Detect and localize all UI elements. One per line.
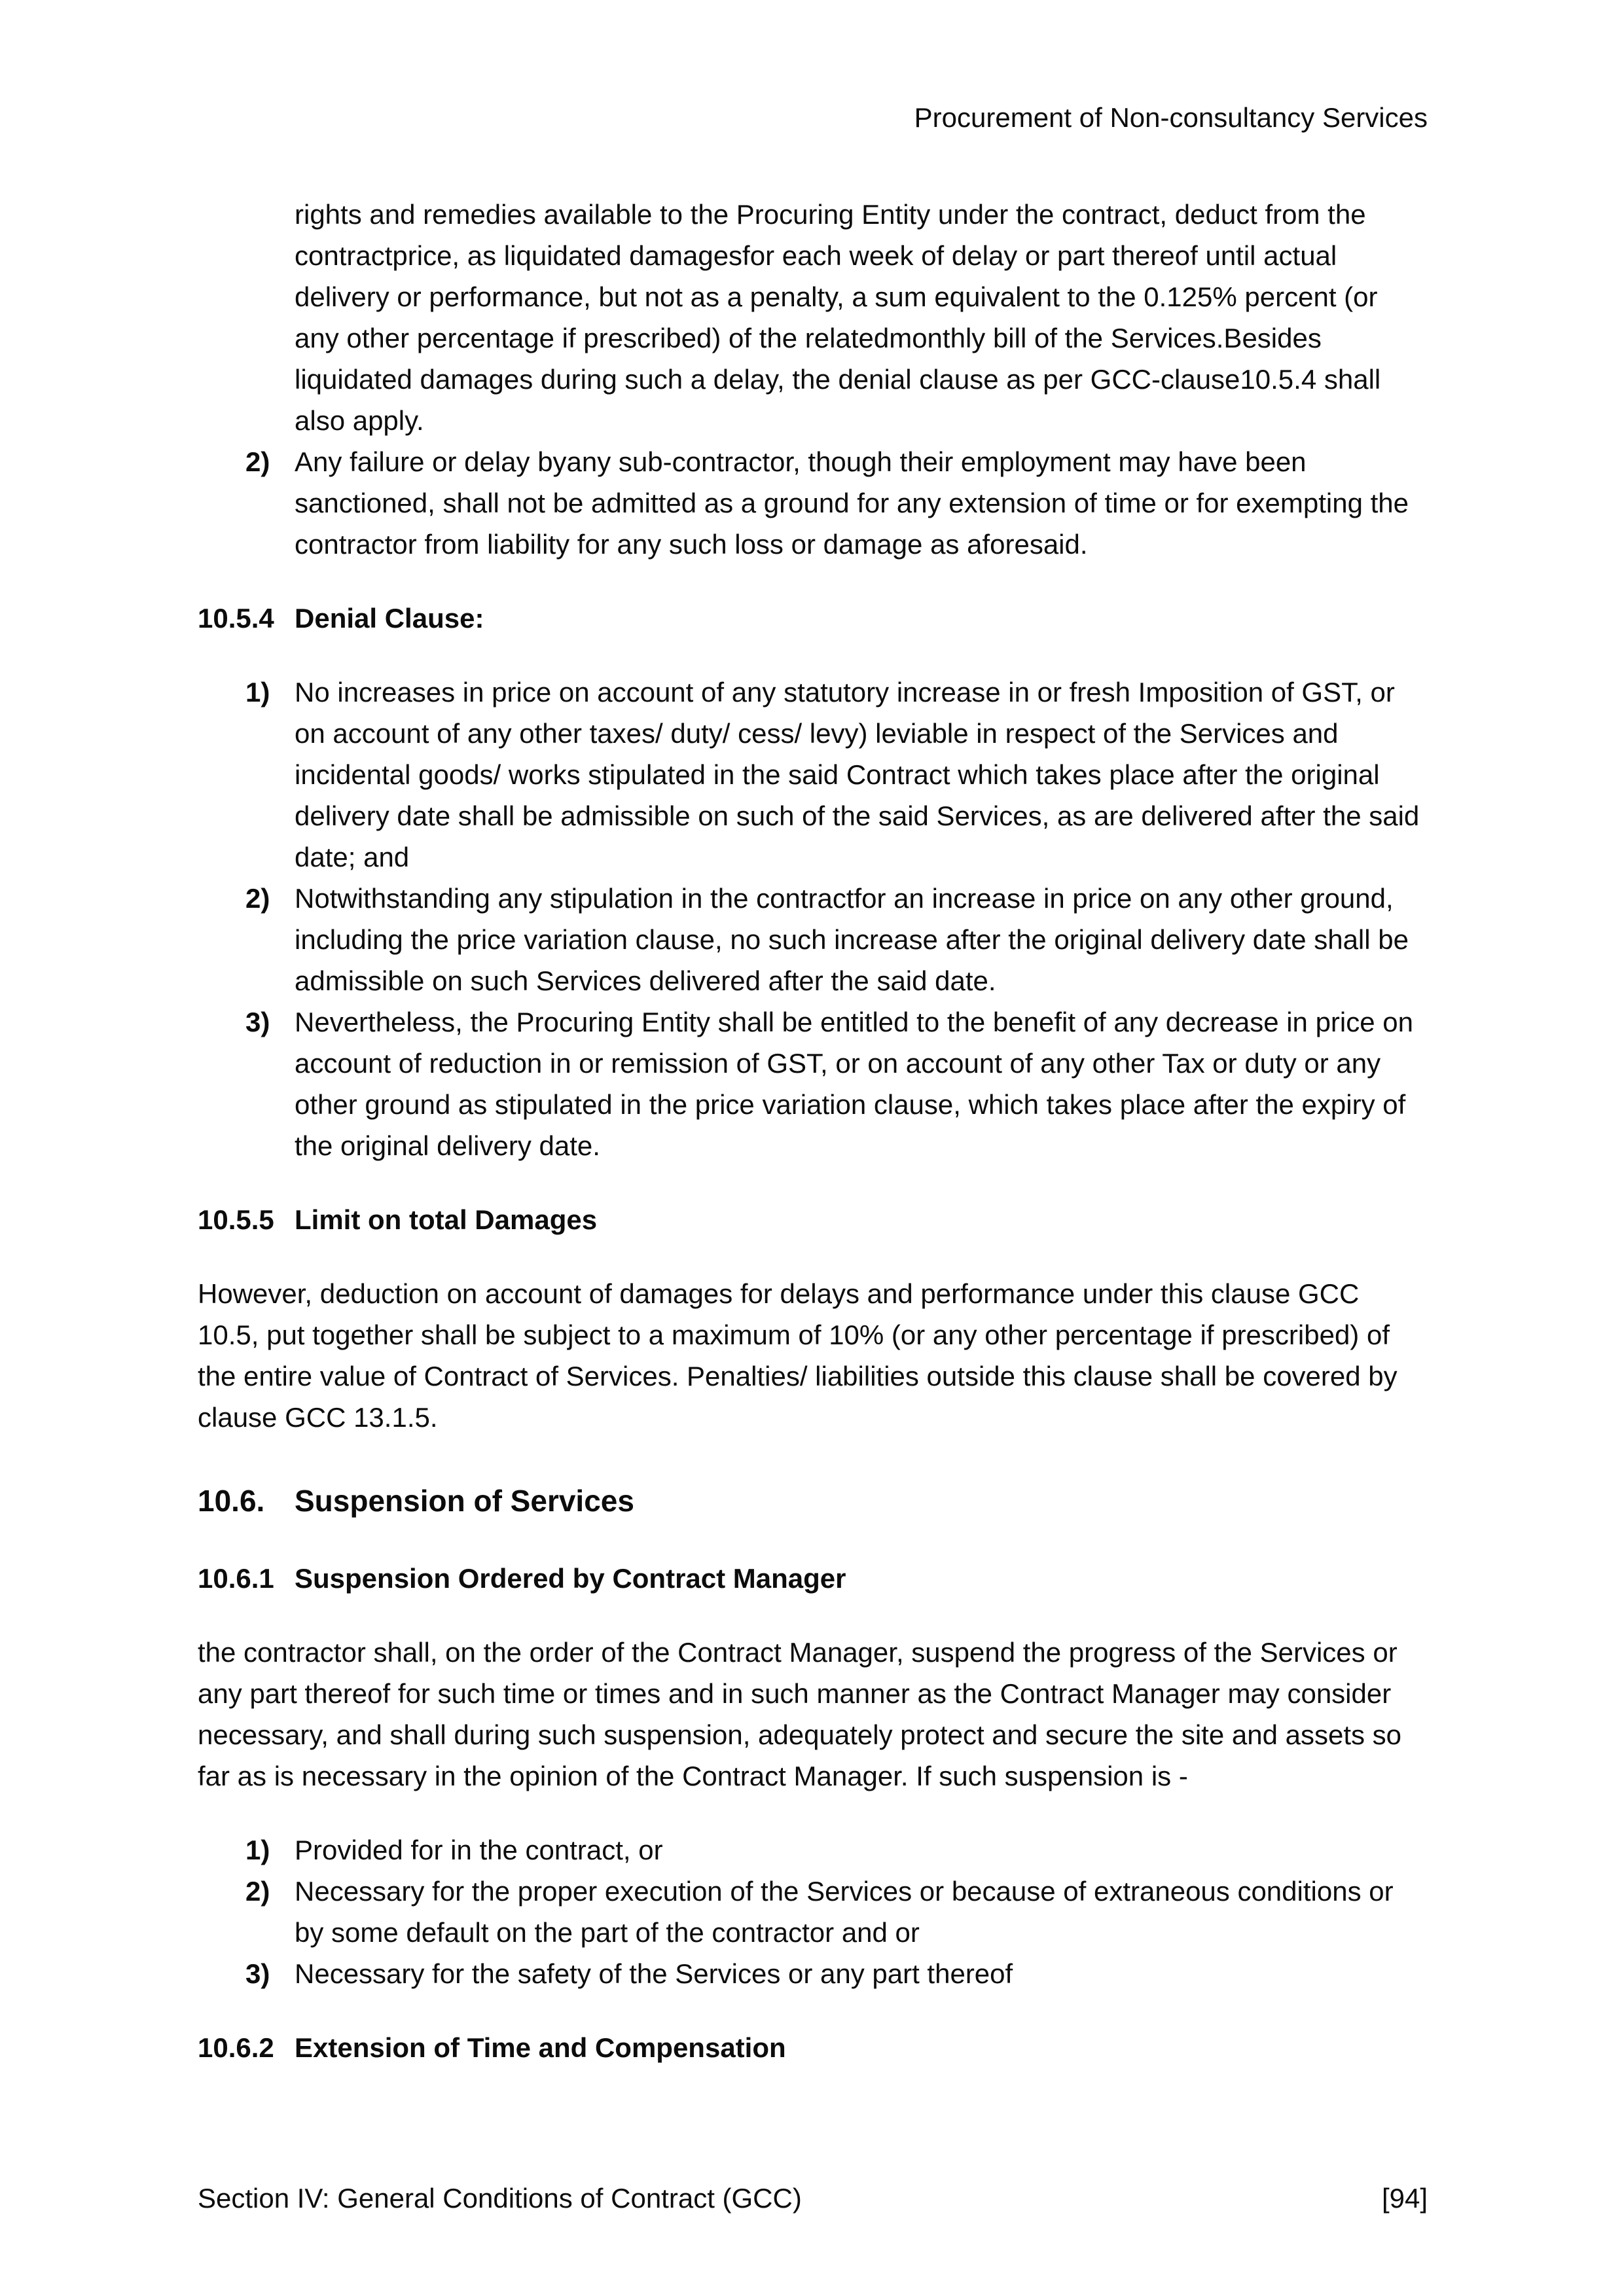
heading-title: Suspension of Services <box>295 1484 634 1518</box>
section-heading-10-5-5 <box>198 1199 1428 1240</box>
heading-title: Suspension Ordered by Contract Manager <box>295 1563 846 1594</box>
list-item-number: 2) <box>245 883 270 914</box>
list-item-text: Necessary for the safety of the Services or any part thereof <box>295 1958 1013 1989</box>
list-item-number <box>245 194 295 441</box>
heading-number: 10.6.1 <box>198 1563 274 1594</box>
section-heading-10-6-1 <box>198 1558 1428 1599</box>
paragraph: the contractor shall, on the order of the Contract Manager, suspend the progress of the Services or any part thereof for such time or times and in such manner as the Contract Manager may consider necessary, and shall during such suspension, adequately protect and secure the site and assets so far as is necessary in the opinion of the Contract Manager. If such suspension is - <box>198 1637 1402 1791</box>
footer-page-number: [94] <box>1381 2183 1428 2214</box>
list-item <box>198 1871 1428 1953</box>
list-item-text: Nevertheless, the Procuring Entity shall be entitled to the benefit of any decrease in price on account of reduction in or remission of GST, or on account of any other Tax or duty or any other ground as stipulated in the price variation clause, which takes place after the expiry of the original delivery date. <box>295 1007 1413 1161</box>
list-item-number: 2) <box>245 1876 270 1907</box>
heading-number: 10.5.4 <box>198 603 274 634</box>
list-item-number: 3) <box>245 1007 270 1037</box>
list-item <box>198 1953 1428 1994</box>
document-content <box>198 194 1428 2068</box>
heading-number: 10.6. <box>198 1484 265 1518</box>
list-item-number: 1) <box>245 1835 270 1865</box>
page-header <box>198 97 1428 138</box>
list-item-text: Provided for in the contract, or <box>295 1835 663 1865</box>
list-item-text: No increases in price on account of any statutory increase in or fresh Imposition of GST, or on account of any other taxes/ duty/ cess/ levy) leviable in respect of the Services and incidental goods/ works stipulated in the said Contract which takes place after the original delivery date shall be admissible on such of the said Services, as are delivered after the said date; and <box>295 677 1420 872</box>
heading-title: Extension of Time and Compensation <box>295 2032 786 2063</box>
list-item <box>198 672 1428 878</box>
page-footer <box>198 2178 1428 2219</box>
section-heading-10-6 <box>198 1479 1428 1524</box>
section-heading-10-6-2 <box>198 2027 1428 2068</box>
list-item-number: 1) <box>245 677 270 708</box>
list-item <box>198 1829 1428 1871</box>
list-item <box>198 878 1428 1001</box>
heading-number: 10.6.2 <box>198 2032 274 2063</box>
list-item-number: 2) <box>245 446 270 477</box>
list-item <box>198 1001 1428 1166</box>
list-item <box>198 194 1428 441</box>
paragraph: However, deduction on account of damages for delays and performance under this clause GCC 10.5, put together shall be subject to a maximum of 10% (or any other percentage if prescribed) of the entire value of Contract of Services. Penalties/ liabilities outside this clause shall be covered by clause GCC 13.1.5. <box>198 1278 1398 1433</box>
list-item-text: Necessary for the proper execution of the Services or because of extraneous conditions or by some default on the part of the contractor and or <box>295 1876 1394 1948</box>
list-item-text: Notwithstanding any stipulation in the contractfor an increase in price on any other ground, including the price variation clause, no such increase after the original delivery date shall be admissible on such Services delivered after the said date. <box>295 883 1409 996</box>
list-item <box>198 441 1428 565</box>
heading-title: Limit on total Damages <box>295 1204 598 1235</box>
heading-number: 10.5.5 <box>198 1204 274 1235</box>
heading-title: Denial Clause: <box>295 603 484 634</box>
list-item-text: rights and remedies available to the Procuring Entity under the contract, deduct from the contractprice, as liquidated damagesfor each week of delay or part thereof until actual delivery or performance, but not as a penalty, a sum equivalent to the 0.125% percent (or any other percentage if prescribed) of the relatedmonthly bill of the Services.Besides liquidated damages during such a delay, the denial clause as per GCC-clause10.5.4 shall also apply. <box>295 199 1381 436</box>
list-item-text: Any failure or delay byany sub-contractor, though their employment may have been sanctioned, shall not be admitted as a ground for any extension of time or for exempting the contractor from liability for any such loss or damage as aforesaid. <box>295 446 1409 560</box>
list-item-number: 3) <box>245 1958 270 1989</box>
header-title: Procurement of Non-consultancy Services <box>914 102 1428 133</box>
footer-section-label: Section IV: General Conditions of Contract (GCC) <box>198 2183 802 2214</box>
section-heading-10-5-4 <box>198 598 1428 639</box>
